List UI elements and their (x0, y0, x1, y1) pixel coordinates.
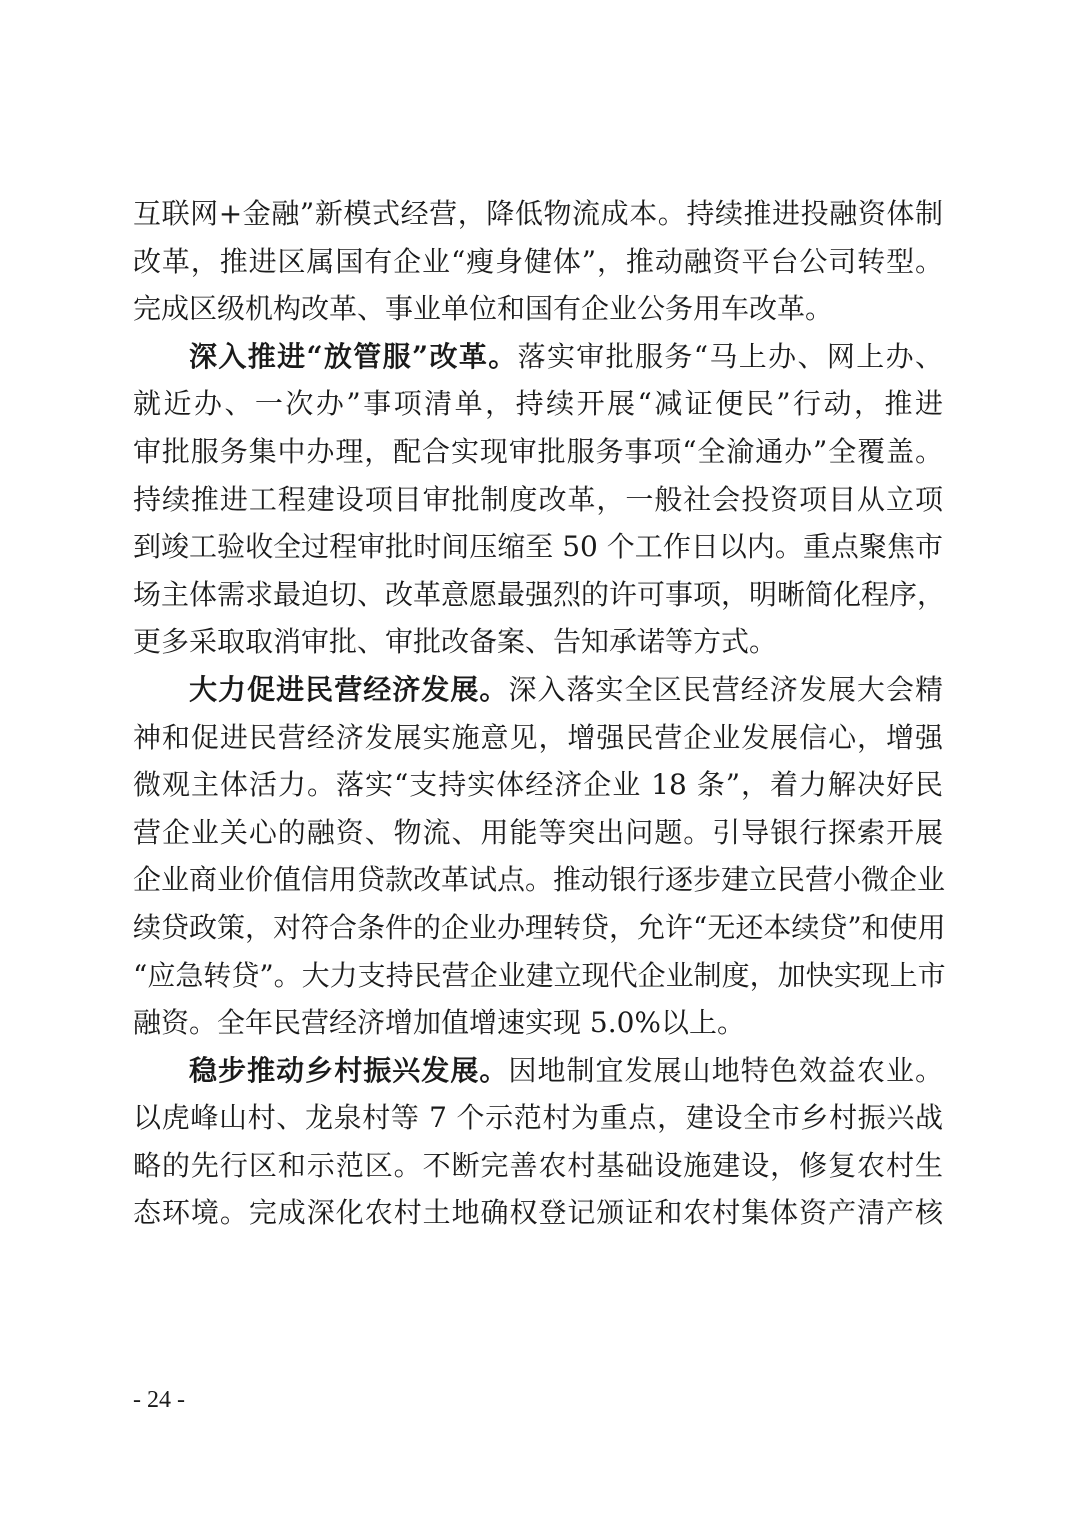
text-line: 微观主体活力。落实“支持实体经济企业 18 条”，着力解决好民 (133, 768, 943, 802)
text-line: 企业商业价值信用贷款改革试点。推动银行逐步建立民营小微企业 (133, 863, 946, 897)
text-line: 态环境。完成深化农村土地确权登记颁证和农村集体资产清产核 (133, 1196, 943, 1230)
text-line: 持续推进工程建设项目审批制度改革，一般社会投资项目从立项 (133, 482, 943, 516)
text-line: 更多采取取消审批、审批改备案、告知承诺等方式。 (133, 625, 778, 659)
text-line: 完成区级机构改革、事业单位和国有企业公务用车改革。 (133, 292, 834, 326)
paragraph-heading: 稳步推动乡村振兴发展。 (189, 1053, 509, 1087)
text-line: 审批服务集中办理，配合实现审批服务事项“全渝通办”全覆盖。 (133, 434, 943, 468)
text-line: “应急转贷”。大力支持民营企业建立现代企业制度，加快实现上市 (133, 958, 946, 992)
text-line: 改革，推进区属国有企业“瘦身健体”，推动融资平台公司转型。 (133, 244, 943, 278)
text-line: 互联网+金融”新模式经营，降低物流成本。持续推进投融资体制 (133, 197, 943, 230)
body-text (133, 190, 946, 1237)
page-number: - 24 - (133, 1387, 185, 1413)
text-span: 因地制宜发展山地特色效益农业。 (508, 1053, 943, 1087)
text-span: 深入落实全区民营经济发展大会精 (508, 672, 943, 706)
text-line: 营企业关心的融资、物流、用能等突出问题。引导银行探索开展 (133, 815, 943, 849)
paragraph-first-line (133, 666, 943, 714)
text-line: 融资。全年民营经济增加值增速实现 5.0%以上。 (133, 1006, 746, 1040)
paragraph-heading: 深入推进“放管服”改革。 (189, 339, 518, 373)
paragraph-first-line (133, 1047, 943, 1095)
text-line: 神和促进民营经济发展实施意见，增强民营企业发展信心，增强 (133, 720, 943, 754)
text-line: 略的先行区和示范区。不断完善农村基础设施建设，修复农村生 (133, 1148, 943, 1182)
text-span: 落实审批服务“马上办、网上办、 (517, 339, 943, 373)
paragraph-heading: 大力促进民营经济发展。 (189, 672, 509, 706)
text-line: 以虎峰山村、龙泉村等 7 个示范村为重点，建设全市乡村振兴战 (133, 1101, 943, 1135)
paragraph-first-line (133, 333, 943, 381)
text-line: 就近办、一次办”事项清单，持续开展“减证便民”行动，推进 (133, 387, 943, 421)
text-line: 场主体需求最迫切、改革意愿最强烈的许可事项，明晰简化程序， (133, 577, 946, 611)
text-line: 续贷政策，对符合条件的企业办理转贷，允许“无还本续贷”和使用 (133, 910, 946, 944)
text-line: 到竣工验收全过程审批时间压缩至 50 个工作日以内。重点聚焦市 (133, 530, 943, 564)
